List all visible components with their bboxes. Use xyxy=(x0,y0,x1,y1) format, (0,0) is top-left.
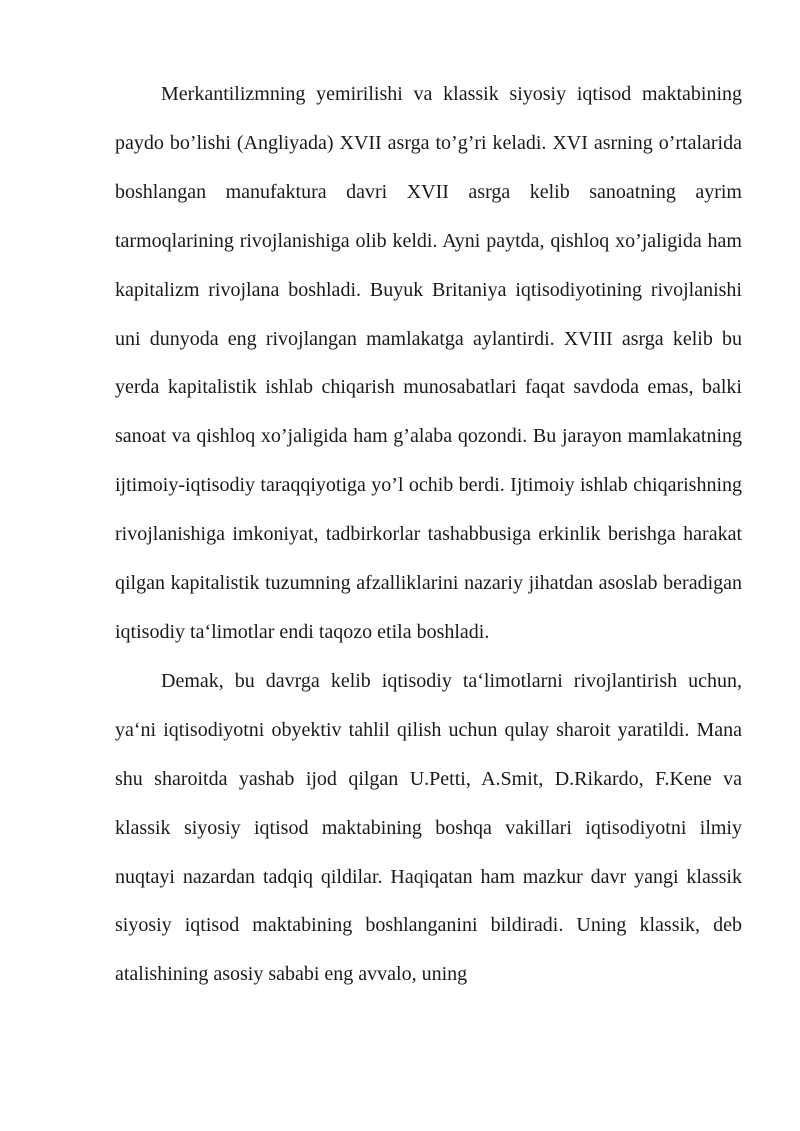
body-text xyxy=(115,70,742,999)
paragraph-2: Demak, bu davrga kelib iqtisodiy ta‘limotlarni rivojlantirish uchun, ya‘ni iqtisodiyotni obyektiv tahlil qilish uchun qulay sharoit yaratildi. Mana shu sharoitda yashab ijod qilgan U.Petti, A.Smit, D.Rikardo, F.Kene va klassik siyosiy iqtisod maktabining boshqa vakillari iqtisodiyotni ilmiy nuqtayi nazardan tadqiq qildilar. Haqiqatan ham mazkur davr yangi klassik siyosiy iqtisod maktabining boshlanganini bildiradi. Uning klassik, deb atalishining asosiy sababi eng avvalo, uning xyxy=(115,669,742,986)
paragraph-1: Merkantilizmning yemirilishi va klassik siyosiy iqtisod maktabining paydo bo’lishi (Angliyada) XVII asrga to’g’ri keladi. XVI asrning o’rtalarida boshlangan manufaktura davri XVII asrga kelib sanoatning ayrim tarmoqlarining rivojlanishiga olib keldi. Ayni paytda, qishloq xo’jaligida ham kapitalizm rivojlana boshladi. Buyuk Britaniya iqtisodiyotining rivojlanishi uni dunyoda eng rivojlangan mamlakatga aylantirdi. XVIII asrga kelib bu yerda kapitalistik ishlab chiqarish munosabatlari faqat savdoda emas, balki sanoat va qishloq xo’jaligida ham g’alaba qozondi. Bu jarayon mamlakatning ijtimoiy-iqtisodiy taraqqiyotiga yo’l ochib berdi. Ijtimoiy ishlab chiqarishning rivojlanishiga imkoniyat, tadbirkorlar tashabbusiga erkinlik berishga harakat qilgan kapitalistik tuzumning afzalliklarini nazariy jihatdan asoslab beradigan iqtisodiy ta‘limotlar endi taqozo etila boshladi. xyxy=(115,83,742,643)
